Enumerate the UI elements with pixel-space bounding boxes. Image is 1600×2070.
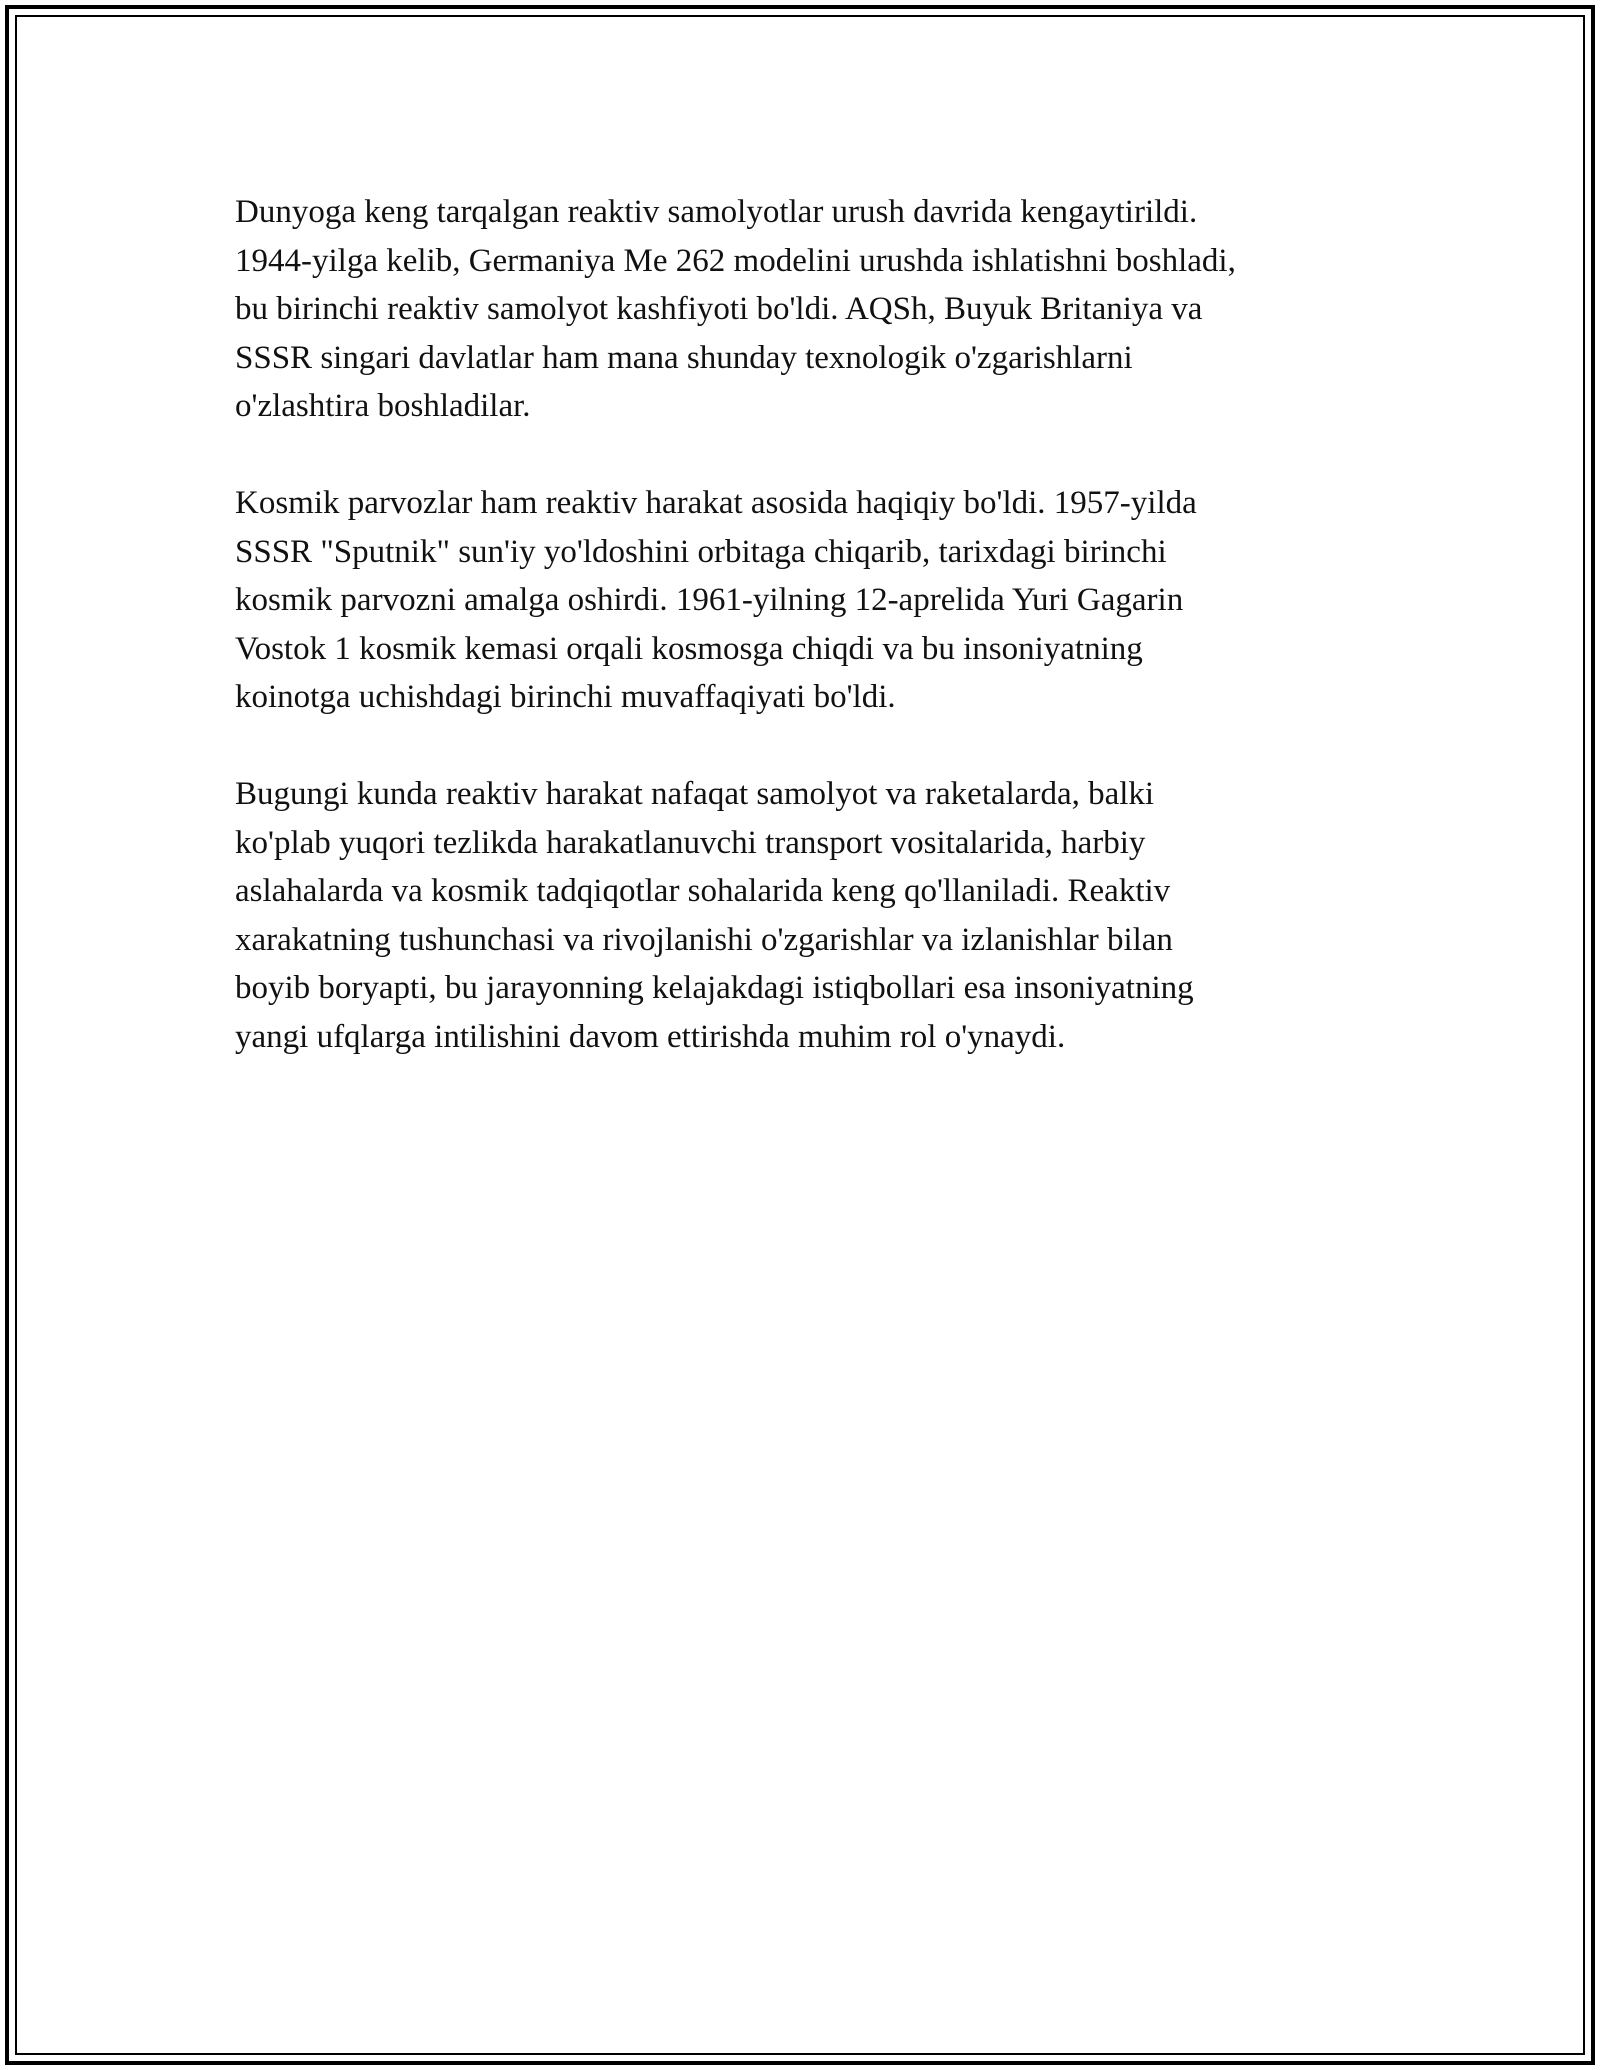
document-body bbox=[235, 188, 1365, 1110]
text-line: SSSR singari davlatlar ham mana shunday texnologik o'zgarishlarni bbox=[235, 339, 1133, 376]
text-line: kosmik parvozni amalga oshirdi. 1961-yilning 12-aprelida Yuri Gagarin bbox=[235, 582, 1184, 618]
text-line: koinotga uchishdagi birinchi muvaffaqiyati bo'ldi. bbox=[235, 679, 896, 715]
text-line: bu birinchi reaktiv samolyot kashfiyoti bo'ldi. AQSh, Buyuk Britaniya va bbox=[235, 291, 1203, 327]
paragraph-jet-aircraft bbox=[235, 188, 1365, 431]
text-line: 1944-yilga kelib, Germaniya Me 262 modelini urushda ishlatishni boshladi, bbox=[235, 242, 1236, 279]
text-line: SSSR "Sputnik" sun'iy yo'ldoshini orbitaga chiqarib, tarixdagi birinchi bbox=[235, 533, 1167, 570]
text-line: ko'plab yuqori tezlikda harakatlanuvchi transport vositalarida, harbiy bbox=[235, 824, 1146, 861]
text-line: aslahalarda va kosmik tadqiqotlar sohalarida keng qo'llaniladi. Reaktiv bbox=[235, 873, 1171, 909]
text-line: xarakatning tushunchasi va rivojlanishi o'zgarishlar va izlanishlar bilan bbox=[235, 921, 1173, 958]
text-line: Kosmik parvozlar ham reaktiv harakat asosida haqiqiy bo'ldi. 1957-yilda bbox=[235, 485, 1197, 521]
paragraph-modern-use bbox=[235, 770, 1365, 1061]
text-line: Dunyoga keng tarqalgan reaktiv samolyotlar urush davrida kengaytirildi. bbox=[235, 194, 1198, 230]
paragraph-space-flight bbox=[235, 479, 1365, 722]
text-line: boyib boryapti, bu jarayonning kelajakdagi istiqbollari esa insoniyatning bbox=[235, 970, 1194, 1006]
text-line: o'zlashtira boshladilar. bbox=[235, 388, 531, 424]
text-line: Bugungi kunda reaktiv harakat nafaqat samolyot va raketalarda, balki bbox=[235, 776, 1155, 812]
text-line: yangi ufqlarga intilishini davom ettirishda muhim rol o'ynaydi. bbox=[235, 1018, 1066, 1055]
text-line: Vostok 1 kosmik kemasi orqali kosmosga chiqdi va bu insoniyatning bbox=[235, 630, 1143, 667]
